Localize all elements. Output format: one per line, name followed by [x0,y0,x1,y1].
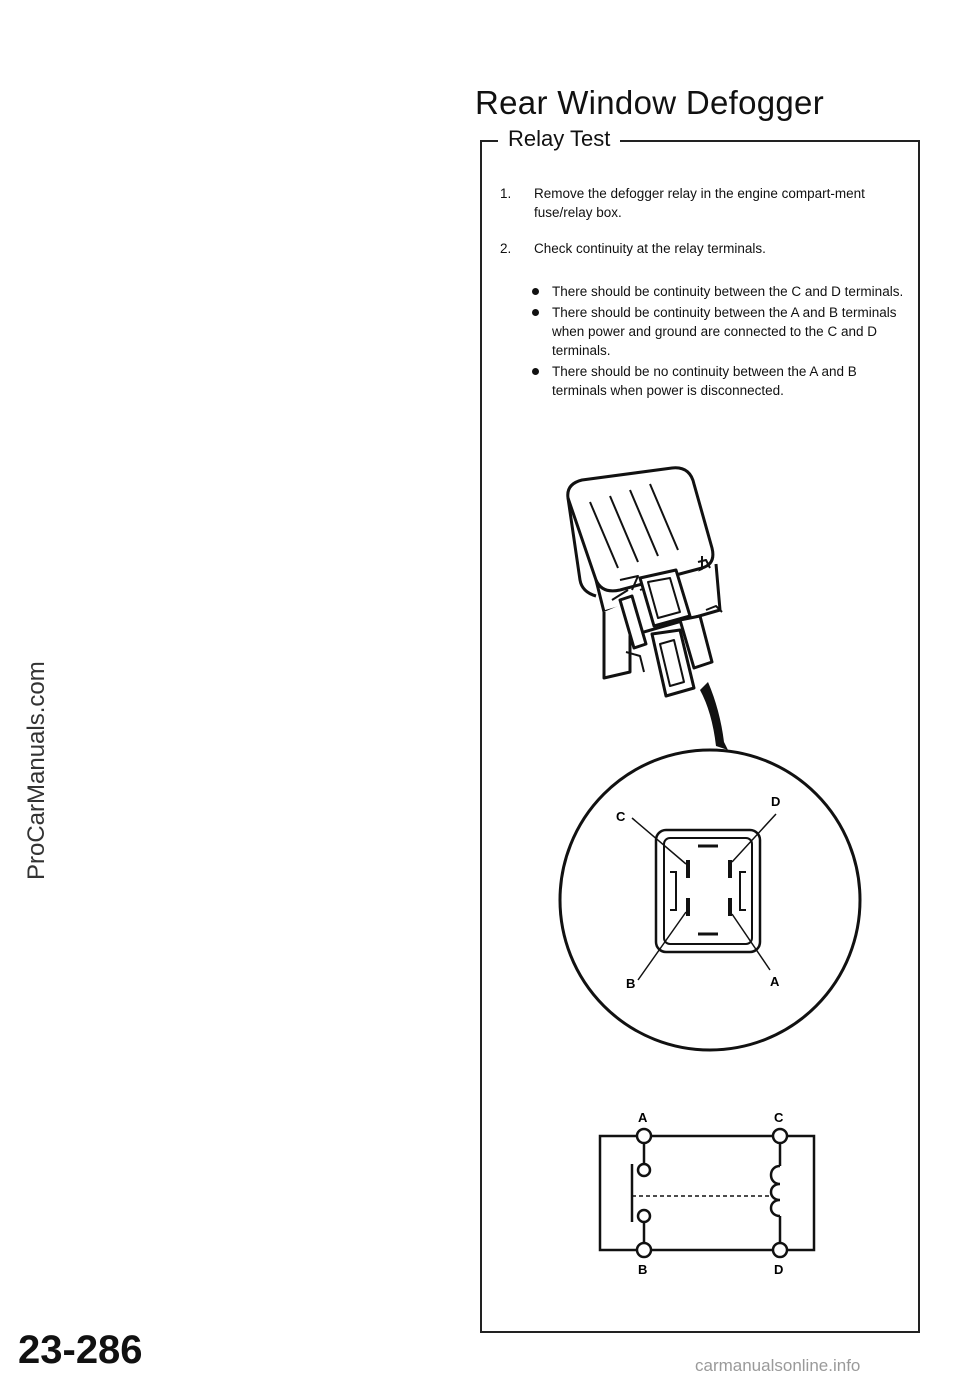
step-text: Check continuity at the relay terminals. [534,241,766,256]
bullet-text: There should be continuity between the A and B terminals when power and ground are connected to the C and D terminals. [552,305,897,358]
side-watermark: ProCarManuals.com [23,661,50,880]
schematic-terminals [637,1129,787,1257]
steps-list [498,184,904,275]
relay-icon [568,468,722,696]
schematic-label-c: C [774,1110,784,1125]
bullet-list [518,282,904,402]
terminal-label-d: D [771,794,781,809]
relay-schematic-icon [600,1136,814,1250]
pointer-arrow [700,682,728,750]
step-item [498,184,904,222]
bullet-dot-icon [532,309,539,316]
relay-figure [480,440,920,1320]
bullet-dot-icon [532,368,539,375]
section-title: Relay Test [498,126,620,152]
schematic-label-b: B [638,1262,648,1277]
terminal-label-c: C [616,809,626,824]
bullet-item [518,362,904,400]
bullet-item [518,282,904,301]
footer-watermark: carmanualsonline.info [695,1356,861,1375]
step-item [498,239,904,258]
bullet-text: There should be no continuity between the A and B terminals when power is disconnected. [552,364,857,398]
page-number: 23-286 [18,1328,143,1372]
step-text: Remove the defogger relay in the engine compart-ment fuse/relay box. [534,186,865,220]
schematic-label-d: D [774,1262,784,1277]
bullet-item [518,303,904,360]
page-title: Rear Window Defogger [475,84,824,121]
step-number: 2. [500,241,512,256]
bullet-dot-icon [532,288,539,295]
magnify-circle [560,750,860,1050]
schematic-label-a: A [638,1110,648,1125]
terminal-label-b: B [626,976,636,991]
terminal-label-a: A [770,974,780,989]
step-number: 1. [500,186,512,201]
bullet-text: There should be continuity between the C and D terminals. [552,284,904,299]
